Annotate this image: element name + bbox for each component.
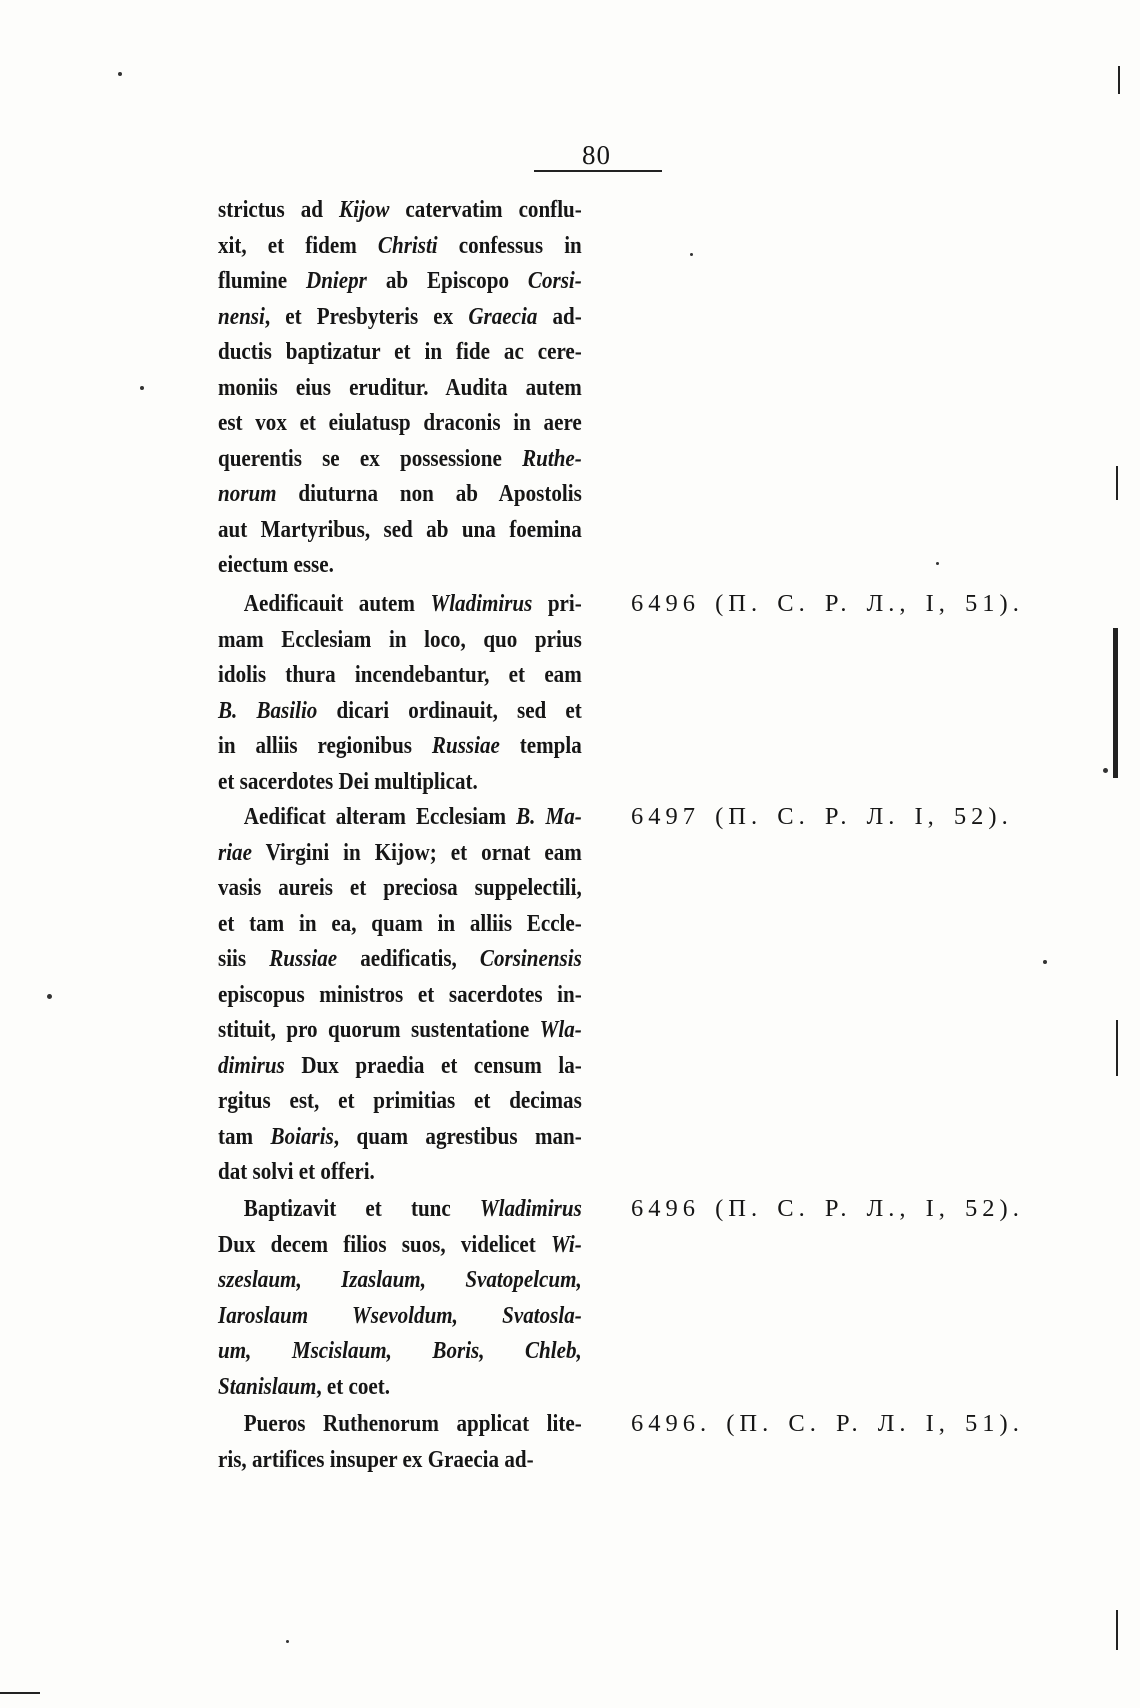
scan-speck <box>140 386 144 390</box>
scan-edge-mark <box>1116 1610 1118 1650</box>
italic-segment: Dniepr <box>306 267 367 294</box>
italic-segment: Corsi- <box>527 267 582 294</box>
text-segment: et tam in ea, quam in alliis Eccle- <box>218 909 582 937</box>
text-segment: , et coet. <box>316 1372 391 1400</box>
text-segment: aedificatis, <box>337 945 480 972</box>
text-line <box>218 334 582 370</box>
text-line <box>218 1154 582 1190</box>
text-segment: et sacerdotes Dei multiplicat. <box>218 767 478 795</box>
scan-speck <box>118 72 122 76</box>
scan-edge-mark <box>1113 628 1118 778</box>
text-segment: ris, artifices insuper ex Graecia ad- <box>218 1445 534 1473</box>
text-line <box>218 370 582 406</box>
text-segment: est vox et eiulatusp draconis in aere <box>218 409 582 436</box>
italic-segment: B. Basilio <box>218 696 318 724</box>
margin-note-3: 6496 (П. С. Р. Л., I, 52). <box>631 1195 1024 1222</box>
paragraph-1 <box>218 192 582 583</box>
text-segment: diuturna non ab Apostolis <box>276 480 582 507</box>
text-segment: xit, et fidem <box>218 231 378 259</box>
text-segment: Baptizavit et tunc <box>243 1195 480 1222</box>
text-segment: ad- <box>537 302 582 330</box>
text-line <box>218 1227 582 1263</box>
italic-segment: Wladimirus <box>430 590 533 617</box>
text-line <box>218 693 582 729</box>
text-segment: dicari ordinauit, sed et <box>317 696 582 724</box>
text-line <box>218 441 582 477</box>
italic-segment: Wla- <box>539 1016 582 1043</box>
italic-segment: Wi- <box>550 1230 582 1258</box>
text-segment: , et Presbyteris ex <box>264 302 469 330</box>
text-segment: mam Ecclesiam in loco, quo prius <box>218 625 582 653</box>
text-segment: stituit, pro quorum sustentatione <box>218 1016 540 1043</box>
text-segment: flumine <box>218 267 307 294</box>
text-segment: pri- <box>532 590 582 617</box>
scan-edge-mark <box>0 1692 40 1694</box>
scan-edge-mark <box>1116 1020 1118 1076</box>
text-line <box>218 1012 582 1048</box>
text-line <box>218 1048 582 1084</box>
scan-speck <box>47 994 52 999</box>
text-line <box>218 906 582 942</box>
text-line <box>218 977 582 1013</box>
text-segment: tam <box>218 1122 271 1150</box>
text-line <box>218 622 582 658</box>
scan-edge-mark <box>1116 466 1118 500</box>
text-segment: vasis aureis et preciosa suppelectili, <box>218 874 582 901</box>
scan-speck <box>1043 960 1047 964</box>
italic-segment: Ruthe- <box>522 444 582 472</box>
italic-segment: Stanislaum <box>218 1372 317 1400</box>
margin-note-2: 6497 (П. С. Р. Л. I, 52). <box>631 803 1013 830</box>
text-line <box>218 512 582 548</box>
text-segment: dat solvi et offeri. <box>218 1158 375 1185</box>
text-line <box>218 228 582 264</box>
scan-speck <box>936 562 939 565</box>
header-rule <box>534 170 662 172</box>
text-line <box>218 547 582 583</box>
text-segment: ab Episcopo <box>366 267 528 294</box>
italic-segment: Christi <box>377 231 438 259</box>
text-line <box>218 799 582 835</box>
scan-speck <box>690 253 693 256</box>
italic-segment: riae <box>218 838 252 866</box>
italic-segment: Russiae <box>269 945 338 972</box>
italic-segment: Boiaris <box>270 1122 334 1150</box>
text-line <box>218 1298 582 1334</box>
text-line <box>218 1119 582 1155</box>
italic-segment: Graecia <box>468 302 538 330</box>
text-line <box>218 1083 582 1119</box>
text-segment: in alliis regionibus <box>218 732 432 759</box>
scan-speck <box>286 1640 289 1643</box>
italic-segment: nensi <box>218 302 265 330</box>
text-line <box>218 299 582 335</box>
text-segment: rgitus est, et primitias et decimas <box>218 1087 582 1114</box>
text-line <box>218 1262 582 1298</box>
text-line <box>218 405 582 441</box>
italic-segment: Corsinensis <box>479 945 582 972</box>
italic-segment: B. Ma- <box>516 803 582 830</box>
scan-edge-mark <box>1118 66 1120 94</box>
text-line <box>218 1406 582 1442</box>
text-segment: catervatim conflu- <box>389 196 582 223</box>
italic-segment: Wladimirus <box>479 1195 582 1222</box>
text-segment: Aedificat alteram Ecclesiam <box>243 803 517 830</box>
text-segment: Aedificauit autem <box>243 590 431 617</box>
text-line <box>218 835 582 871</box>
text-segment: confessus in <box>437 231 582 259</box>
text-line <box>218 1191 582 1227</box>
text-line <box>218 192 582 228</box>
text-line <box>218 941 582 977</box>
text-line <box>218 728 582 764</box>
text-segment: strictus ad <box>218 196 340 223</box>
italic-segment: Kijow <box>339 196 390 223</box>
scan-speck <box>1103 768 1108 773</box>
text-segment: idolis thura incendebantur, et eam <box>218 661 582 688</box>
text-segment: querentis se ex possessione <box>218 444 523 472</box>
text-segment: moniis eius eruditur. Audita autem <box>218 373 582 401</box>
paragraph-4 <box>218 1191 582 1404</box>
text-segment: ductis baptizatur et in fide ac cere- <box>218 338 582 365</box>
italic-segment: norum <box>218 480 277 507</box>
italic-segment: um, Mscislaum, Boris, Chleb, <box>218 1337 582 1364</box>
text-line <box>218 657 582 693</box>
text-line <box>218 1369 582 1405</box>
text-line <box>218 586 582 622</box>
margin-note-1: 6496 (П. С. Р. Л., I, 51). <box>631 590 1024 617</box>
paragraph-3 <box>218 799 582 1190</box>
italic-segment: dimirus <box>218 1051 285 1079</box>
text-line <box>218 263 582 299</box>
text-line <box>218 764 582 800</box>
paragraph-5 <box>218 1406 582 1477</box>
text-segment: aut Martyribus, sed ab una foemina <box>218 515 582 543</box>
text-line <box>218 1333 582 1369</box>
paragraph-2 <box>218 586 582 799</box>
italic-segment: szeslaum, Izaslaum, Svatopelcum, <box>218 1266 582 1293</box>
text-segment: Pueros Ruthenorum applicat lite- <box>243 1410 582 1437</box>
text-segment: templa <box>499 732 582 759</box>
text-line <box>218 870 582 906</box>
page-number: 80 <box>582 140 611 170</box>
italic-segment: Russiae <box>431 732 500 759</box>
text-segment: eiectum esse. <box>218 551 334 578</box>
text-segment: Dux praedia et censum la- <box>284 1051 582 1079</box>
italic-segment: Iaroslaum Wsevoldum, Svatosla- <box>218 1301 582 1329</box>
text-segment: Virgini in Kijow; et ornat eam <box>251 838 582 866</box>
text-segment: episcopus ministros et sacerdotes in- <box>218 980 582 1008</box>
margin-note-4: 6496. (П. С. Р. Л. I, 51). <box>631 1410 1024 1437</box>
text-segment: , quam agrestibus man- <box>333 1122 582 1150</box>
text-line <box>218 476 582 512</box>
text-line <box>218 1442 582 1478</box>
text-segment: Dux decem filios suos, videlicet <box>218 1230 551 1258</box>
text-segment: siis <box>218 945 270 972</box>
